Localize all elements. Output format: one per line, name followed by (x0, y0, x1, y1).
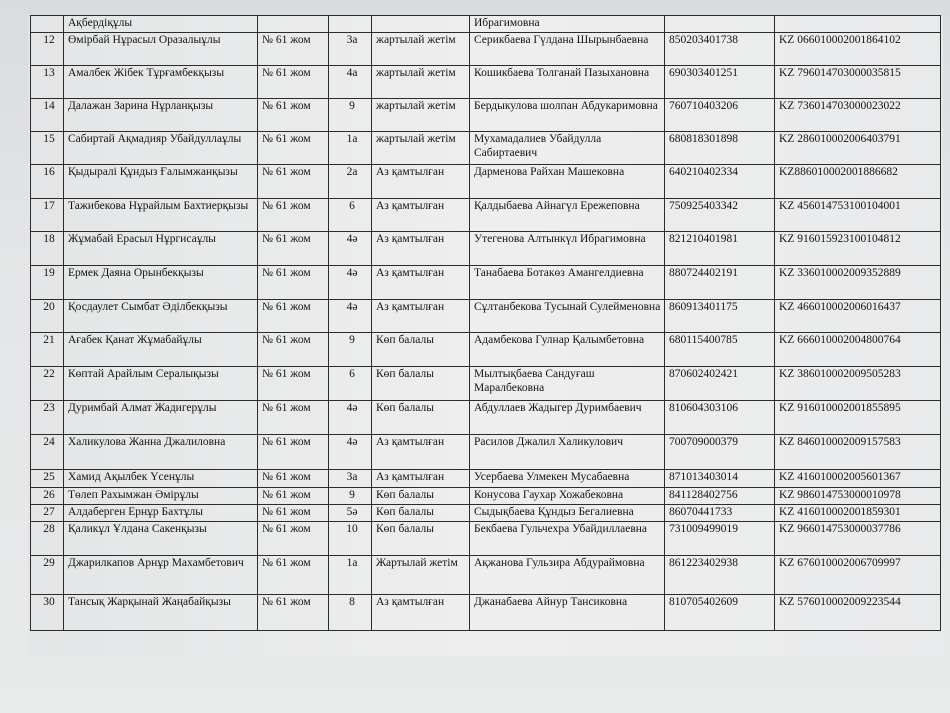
child-name-cell: Халикулова Жанна Джалиловна (64, 435, 258, 470)
social-status-cell (372, 16, 470, 33)
parent-name-cell: Бердыкулова шолпан Абдукаримовна (470, 99, 665, 132)
iin-cell: 841128402756 (665, 488, 775, 505)
iin-cell: 731009499019 (665, 522, 775, 556)
child-name-cell: Тажибекова Нұрайлым Бахтиерқызы (64, 199, 258, 232)
table-row (31, 401, 941, 435)
table-row (31, 488, 941, 505)
table-row (31, 99, 941, 132)
table-row (31, 165, 941, 199)
school-cell: № 61 жом (258, 470, 329, 488)
social-status-cell: Жартылай жетім (372, 556, 470, 595)
parent-name-cell: Ақжанова Гульзира Абдураймовна (470, 556, 665, 595)
grade-cell: 6 (329, 199, 372, 232)
table-row (31, 505, 941, 522)
grade-cell: 4ә (329, 266, 372, 300)
parent-name-cell: Серикбаева Гүлдана Шырынбаевна (470, 33, 665, 66)
row-number-cell: 17 (31, 199, 64, 232)
bank-account-cell: KZ 386010002009505283 (775, 367, 941, 401)
social-status-cell: Көп балалы (372, 401, 470, 435)
iin-cell: 810604303106 (665, 401, 775, 435)
grade-cell: 3а (329, 470, 372, 488)
school-cell: № 61 жом (258, 556, 329, 595)
row-number-cell: 24 (31, 435, 64, 470)
iin-cell: 821210401981 (665, 232, 775, 266)
grade-cell: 1а (329, 132, 372, 165)
social-status-cell: жартылай жетім (372, 66, 470, 99)
grade-cell: 3а (329, 33, 372, 66)
grade-cell (329, 16, 372, 33)
iin-cell: 690303401251 (665, 66, 775, 99)
parent-name-cell: Усербаева Улмекен Мусабаевна (470, 470, 665, 488)
social-status-cell: жартылай жетім (372, 33, 470, 66)
bank-account-cell: KZ 916010002001855895 (775, 401, 941, 435)
grade-cell: 1а (329, 556, 372, 595)
row-number-cell: 22 (31, 367, 64, 401)
child-name-cell: Төлеп Рахымжан Әмірұлы (64, 488, 258, 505)
parent-name-cell: Сұлтанбекова Тусынай Сулейменовна (470, 300, 665, 333)
social-status-cell: жартылай жетім (372, 99, 470, 132)
school-cell: № 61 жом (258, 488, 329, 505)
table-row (31, 435, 941, 470)
school-cell: № 61 жом (258, 333, 329, 367)
table-row (31, 595, 941, 631)
social-status-cell: Аз қамтылған (372, 470, 470, 488)
table-row (31, 522, 941, 556)
iin-cell: 760710403206 (665, 99, 775, 132)
child-name-cell: Қосдаулет Сымбат Әділбекқызы (64, 300, 258, 333)
grade-cell: 6 (329, 367, 372, 401)
bank-account-cell: KZ 966014753000037786 (775, 522, 941, 556)
table-row (31, 367, 941, 401)
child-name-cell: Джарилкапов Арнұр Махамбетович (64, 556, 258, 595)
table-body (31, 16, 941, 631)
bank-account-cell: KZ 336010002009352889 (775, 266, 941, 300)
parent-name-cell: Адамбекова Гулнар Қалымбетовна (470, 333, 665, 367)
parent-name-cell: Дарменова Райхан Машековна (470, 165, 665, 199)
iin-cell: 750925403342 (665, 199, 775, 232)
social-status-cell: Аз қамтылған (372, 435, 470, 470)
row-number-cell: 21 (31, 333, 64, 367)
social-status-cell: Аз қамтылған (372, 199, 470, 232)
social-status-cell: Көп балалы (372, 505, 470, 522)
bank-account-cell: KZ 846010002009157583 (775, 435, 941, 470)
table-row (31, 300, 941, 333)
parent-name-cell: Конусова Гаухар Хожабековна (470, 488, 665, 505)
table-row (31, 16, 941, 33)
child-name-cell: Ағабек Қанат Жұмабайұлы (64, 333, 258, 367)
child-name-cell: Қыдыралі Құндыз Ғалымжанқызы (64, 165, 258, 199)
row-number-cell: 19 (31, 266, 64, 300)
bank-account-cell: KZ 286010002006403791 (775, 132, 941, 165)
parent-name-cell: Джанабаева Айнур Тансиковна (470, 595, 665, 631)
row-number-cell: 20 (31, 300, 64, 333)
child-name-cell: Ермек Даяна Орынбекқызы (64, 266, 258, 300)
table-row (31, 266, 941, 300)
child-name-cell: Жұмабай Ерасыл Нұргисаұлы (64, 232, 258, 266)
table-row (31, 66, 941, 99)
iin-cell: 680818301898 (665, 132, 775, 165)
social-status-cell: Аз қамтылған (372, 232, 470, 266)
parent-name-cell: Кошикбаева Толганай Пазыхановна (470, 66, 665, 99)
school-cell: № 61 жом (258, 66, 329, 99)
school-cell: № 61 жом (258, 435, 329, 470)
table-row (31, 470, 941, 488)
bank-account-cell: KZ 916015923100104812 (775, 232, 941, 266)
child-name-cell: Дуримбай Алмат Жадигерұлы (64, 401, 258, 435)
bank-account-cell: KZ886010002001886682 (775, 165, 941, 199)
iin-cell: 870602402421 (665, 367, 775, 401)
bank-account-cell: KZ 576010002009223544 (775, 595, 941, 631)
parent-name-cell: Абдуллаев Жадыгер Дуримбаевич (470, 401, 665, 435)
row-number-cell: 30 (31, 595, 64, 631)
bank-account-cell: KZ 456014753100104001 (775, 199, 941, 232)
grade-cell: 4ә (329, 232, 372, 266)
row-number-cell: 14 (31, 99, 64, 132)
parent-name-cell: Утегенова Алтынкүл Ибрагимовна (470, 232, 665, 266)
parent-name-cell: Ибрагимовна (470, 16, 665, 33)
social-status-cell: Аз қамтылған (372, 300, 470, 333)
row-number-cell: 16 (31, 165, 64, 199)
social-status-cell: жартылай жетім (372, 132, 470, 165)
child-name-cell: Ақбердіқұлы (64, 16, 258, 33)
row-number-cell (31, 16, 64, 33)
child-name-cell: Хамид Ақылбек Үсенұлы (64, 470, 258, 488)
bank-account-cell: KZ 676010002006709997 (775, 556, 941, 595)
social-status-cell: Көп балалы (372, 367, 470, 401)
row-number-cell: 12 (31, 33, 64, 66)
social-status-cell: Аз қамтылған (372, 595, 470, 631)
school-cell: № 61 жом (258, 199, 329, 232)
grade-cell: 2а (329, 165, 372, 199)
row-number-cell: 25 (31, 470, 64, 488)
child-name-cell: Сабиртай Ақмадияр Убайдуллаұлы (64, 132, 258, 165)
iin-cell: 880724402191 (665, 266, 775, 300)
grade-cell: 4ә (329, 300, 372, 333)
bank-account-cell: KZ 796014703000035815 (775, 66, 941, 99)
child-name-cell: Тансық Жарқынай Жаңабайқызы (64, 595, 258, 631)
school-cell: № 61 жом (258, 232, 329, 266)
parent-name-cell: Бекбаева Гульчехра Убайдиллаевна (470, 522, 665, 556)
iin-cell: 640210402334 (665, 165, 775, 199)
table-row (31, 199, 941, 232)
iin-cell: 860913401175 (665, 300, 775, 333)
bank-account-cell: KZ 986014753000010978 (775, 488, 941, 505)
iin-cell: 700709000379 (665, 435, 775, 470)
row-number-cell: 23 (31, 401, 64, 435)
iin-cell (665, 16, 775, 33)
bank-account-cell: KZ 466010002006016437 (775, 300, 941, 333)
school-cell: № 61 жом (258, 33, 329, 66)
child-name-cell: Алдаберген Ернұр Бахтұлы (64, 505, 258, 522)
child-name-cell: Далажан Зарина Нұрланқызы (64, 99, 258, 132)
table-row (31, 232, 941, 266)
parent-name-cell: Мухамадалиев Убайдулла Сабиртаевич (470, 132, 665, 165)
school-cell: № 61 жом (258, 367, 329, 401)
parent-name-cell: Қалдыбаева Айнагүл Ережеповна (470, 199, 665, 232)
iin-cell: 86070441733 (665, 505, 775, 522)
child-name-cell: Көптай Арайлым Сералықызы (64, 367, 258, 401)
row-number-cell: 28 (31, 522, 64, 556)
iin-cell: 871013403014 (665, 470, 775, 488)
table-row (31, 333, 941, 367)
child-name-cell: Амалбек Жібек Тұрғамбекқызы (64, 66, 258, 99)
child-name-cell: Қаликұл Ұлдана Сакенқызы (64, 522, 258, 556)
school-cell: № 61 жом (258, 300, 329, 333)
social-status-cell: Көп балалы (372, 488, 470, 505)
school-cell: № 61 жом (258, 401, 329, 435)
social-status-cell: Аз қамтылған (372, 165, 470, 199)
bank-account-cell: KZ 416010002001859301 (775, 505, 941, 522)
school-cell (258, 16, 329, 33)
school-cell: № 61 жом (258, 165, 329, 199)
parent-name-cell: Расилов Джалил Халикулович (470, 435, 665, 470)
school-cell: № 61 жом (258, 132, 329, 165)
table-row (31, 33, 941, 66)
school-cell: № 61 жом (258, 595, 329, 631)
social-status-cell: Аз қамтылған (372, 266, 470, 300)
bank-account-cell: KZ 666010002004800764 (775, 333, 941, 367)
beneficiary-table (30, 15, 941, 631)
grade-cell: 9 (329, 488, 372, 505)
row-number-cell: 27 (31, 505, 64, 522)
table-row (31, 556, 941, 595)
school-cell: № 61 жом (258, 522, 329, 556)
grade-cell: 8 (329, 595, 372, 631)
parent-name-cell: Сыдықбаева Құндыз Бегалиевна (470, 505, 665, 522)
row-number-cell: 13 (31, 66, 64, 99)
school-cell: № 61 жом (258, 266, 329, 300)
child-name-cell: Өмірбай Нұрасыл Оразалыұлы (64, 33, 258, 66)
grade-cell: 10 (329, 522, 372, 556)
row-number-cell: 18 (31, 232, 64, 266)
row-number-cell: 26 (31, 488, 64, 505)
parent-name-cell: Танабаева Ботакөз Амангелдиевна (470, 266, 665, 300)
social-status-cell: Көп балалы (372, 333, 470, 367)
grade-cell: 4ә (329, 401, 372, 435)
school-cell: № 61 жом (258, 99, 329, 132)
row-number-cell: 15 (31, 132, 64, 165)
iin-cell: 850203401738 (665, 33, 775, 66)
row-number-cell: 29 (31, 556, 64, 595)
iin-cell: 861223402938 (665, 556, 775, 595)
grade-cell: 4а (329, 66, 372, 99)
social-status-cell: Көп балалы (372, 522, 470, 556)
bank-account-cell (775, 16, 941, 33)
bank-account-cell: KZ 736014703000023022 (775, 99, 941, 132)
grade-cell: 9 (329, 333, 372, 367)
grade-cell: 9 (329, 99, 372, 132)
iin-cell: 680115400785 (665, 333, 775, 367)
bank-account-cell: KZ 416010002005601367 (775, 470, 941, 488)
grade-cell: 4ә (329, 435, 372, 470)
table-row (31, 132, 941, 165)
bank-account-cell: KZ 066010002001864102 (775, 33, 941, 66)
school-cell: № 61 жом (258, 505, 329, 522)
iin-cell: 810705402609 (665, 595, 775, 631)
grade-cell: 5ә (329, 505, 372, 522)
parent-name-cell: Мылтықбаева Сандуғаш Маралбековна (470, 367, 665, 401)
